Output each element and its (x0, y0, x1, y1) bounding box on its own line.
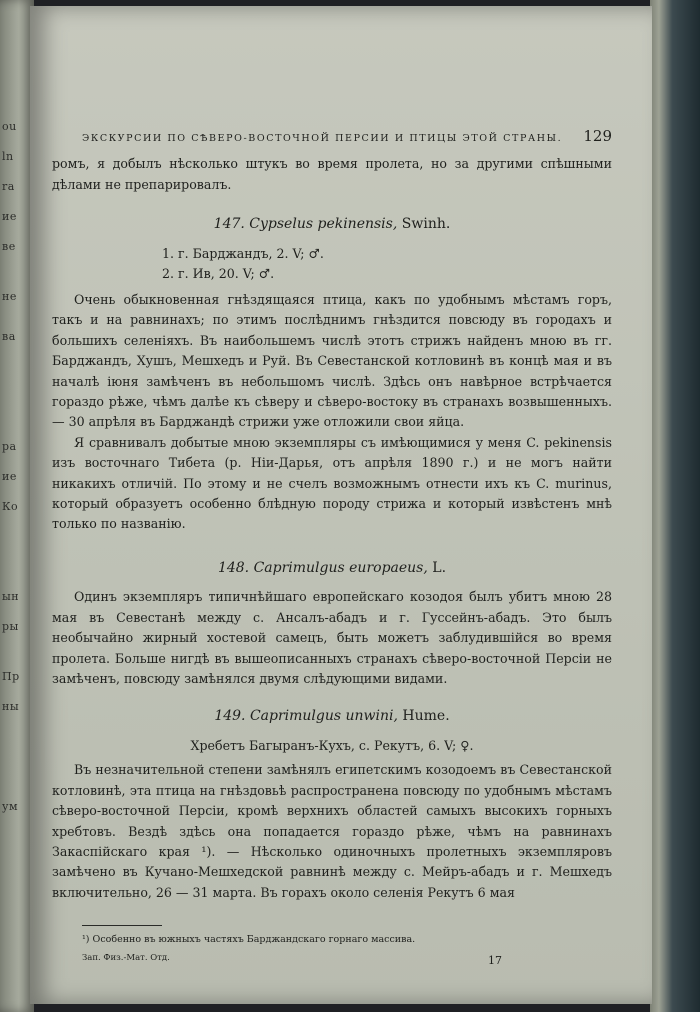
page-content (52, 124, 612, 969)
footnote: ¹) Особенно въ южныхъ частяхъ Барджандскаго горнаго массива. (82, 934, 416, 946)
left-fragment: ие (2, 470, 17, 483)
species-heading-147 (52, 213, 612, 236)
specimen-locality: Хребетъ Багыранъ-Кухъ, с. Рекутъ, 6. V; ♀. (190, 738, 474, 754)
species-author: Hume. (402, 708, 450, 725)
species-name: 148. Caprimulgus europaeus, (217, 559, 428, 576)
left-fragment: ны (2, 700, 20, 713)
specimen-item: 2. г. Ив, 20. V; ♂. (162, 265, 275, 281)
left-fragment: ве (2, 240, 16, 253)
signature-mark: 17 (488, 953, 502, 967)
footnote-rule (82, 925, 162, 926)
paragraph: Въ незначительной степени замѣнялъ египетскимъ козодоемъ въ Севестанской котловинѣ, эта птица на гнѣздовьѣ распространена повсюду по удобнымъ мѣстамъ сѣверо-восточной Персіи, кромѣ верхнихъ областей самыхъ высокихъ горныхъ хребтовъ. Вездѣ здѣсь она попадается гораздо рѣже, чѣмъ на равнинахъ Закаспійскаго края ¹). — Нѣсколько одиночныхъ пролетныхъ экземпляровъ замѣчено въ Кучано-Мешхедской равнинѣ между с. Мейръ-абадъ и г. Мешхедъ включительно, 26 — 31 марта. Въ горахъ около селенія Рекутъ 6 мая (52, 762, 612, 900)
left-fragment: ын (2, 590, 20, 603)
left-fragment: ие (2, 210, 17, 223)
left-fragment: ln (2, 150, 14, 163)
species-name: 149. Caprimulgus unwini, (214, 708, 398, 725)
left-page-edge (0, 0, 34, 1012)
page-footer (52, 952, 612, 970)
left-fragment: не (2, 290, 17, 303)
species-heading-148 (52, 557, 612, 580)
species-author: L. (432, 559, 447, 576)
page (30, 6, 652, 1004)
specimen-item: 1. г. Барджандъ, 2. V; ♂. (162, 245, 324, 261)
left-fragment: ва (2, 330, 16, 343)
book-cover-edge (650, 0, 700, 1012)
series-title: Зап. Физ.-Мат. Отд. (82, 952, 170, 963)
left-fragment: Ко (2, 500, 19, 513)
page-number: 129 (583, 127, 612, 145)
left-fragment: Пр (2, 670, 20, 683)
running-head (52, 124, 612, 148)
left-fragment: ум (2, 800, 19, 813)
paragraph: Я сравнивалъ добытые мною экземпляры съ имѣющимися у меня C. pekinensis изъ восточнаго Тибета (р. Ніи-Дарья, отъ апрѣля 1890 г.) и не могъ найти никакихъ отличій. По этому и не счелъ возможнымъ отнести ихъ къ C. murinus, который образуетъ особенно блѣдную породу стрижа и который извѣстенъ мнѣ только по названію. (52, 434, 612, 532)
species-author: Swinh. (401, 216, 451, 233)
species-heading-149 (52, 705, 612, 728)
paragraph: ромъ, я добылъ нѣсколько штукъ во время пролета, но за другими спѣшными дѣлами не препарировалъ. (52, 156, 612, 192)
left-fragment: ou (2, 120, 17, 133)
running-title: ЭКСКУРСИИ ПО СѢВЕРО-ВОСТОЧНОЙ ПЕРСИИ И ПТИЦЫ ЭТОЙ СТРАНЫ. (82, 133, 563, 144)
specimen-list (162, 244, 612, 284)
paragraph: Очень обыкновенная гнѣздящаяся птица, какъ по удобнымъ мѣстамъ горъ, такъ и на равнинахъ; по этимъ послѣднимъ гнѣздится повсюду въ городахъ и большихъ селеніяхъ. Въ наибольшемъ числѣ этотъ стрижъ найденъ мною въ гг. Барджандъ, Хушъ, Мешхедъ и Руй. Въ Севестанской котловинѣ въ концѣ мая и въ началѣ іюня замѣченъ въ небольшомъ числѣ. Здѣсь онъ навѣрное встрѣчается гораздо рѣже, чѣмъ далѣе къ сѣверу и сѣверо-востоку въ странахъ возвышенныхъ.— 30 апрѣля въ Барджандѣ стрижи уже отложили свои яйца. (52, 292, 612, 430)
paragraph: Одинъ экземпляръ типичнѣйшаго европейскаго козодоя былъ убитъ мною 28 мая въ Севестанѣ между с. Ансалъ-абадъ и г. Гуссейнъ-абадъ. Это былъ необычайно жирный хостевой самецъ, быть можетъ заблудившійся во время пролета. Больше нигдѣ въ вышеописанныхъ странахъ сѣверо-восточной Персіи не замѣченъ, повсюду замѣнялся двумя слѣдующими видами. (52, 589, 612, 686)
left-fragment: ra (2, 180, 15, 193)
left-fragment: ры (2, 620, 19, 633)
left-fragment: ра (2, 440, 17, 453)
species-name: 147. Cypselus pekinensis, (213, 216, 398, 233)
